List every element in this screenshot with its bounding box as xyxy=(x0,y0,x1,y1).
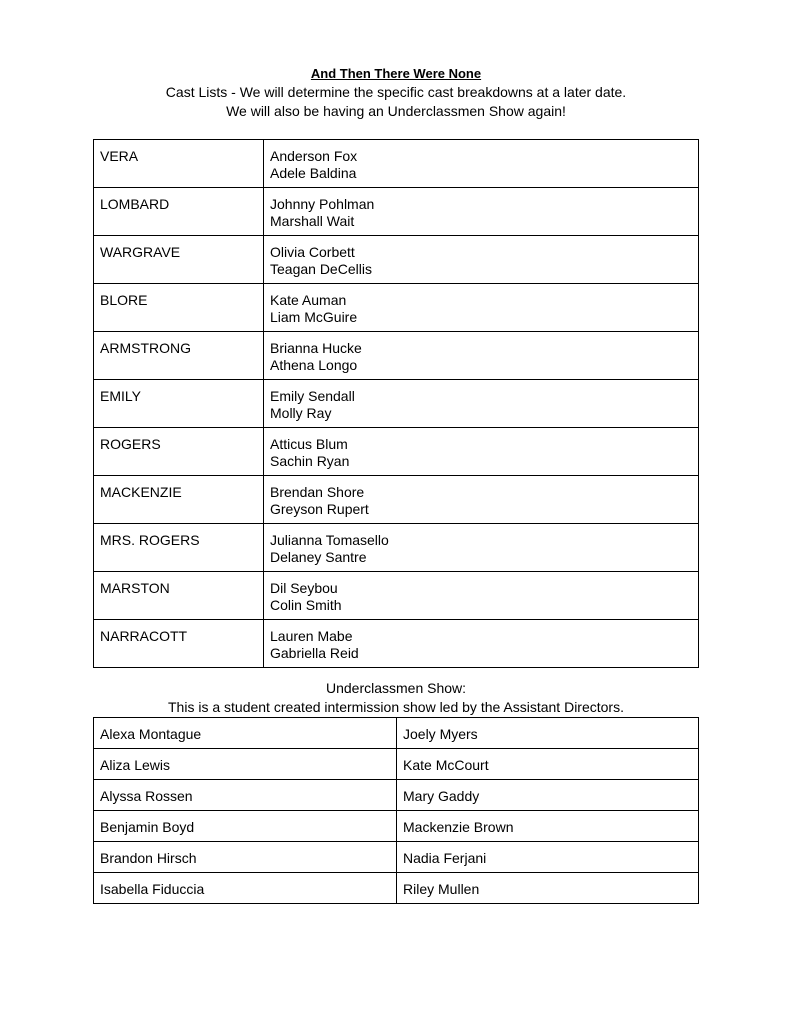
actor-name: Teagan DeCellis xyxy=(270,260,372,277)
role-cell: MACKENZIE xyxy=(94,476,264,524)
underclassmen-description: This is a student created intermission show led by the Assistant Directors. xyxy=(168,699,624,715)
student-name: Aliza Lewis xyxy=(94,749,397,780)
role-cell: ARMSTRONG xyxy=(94,332,264,380)
actor-name: Marshall Wait xyxy=(270,212,355,229)
table-row xyxy=(94,476,699,524)
student-name: Mary Gaddy xyxy=(397,780,699,811)
actor-name: Sachin Ryan xyxy=(270,452,350,469)
role-cell: NARRACOTT xyxy=(94,620,264,668)
actor-name: Greyson Rupert xyxy=(270,500,369,517)
actors-cell xyxy=(264,140,699,188)
role-cell: VERA xyxy=(94,140,264,188)
actor-name: Delaney Santre xyxy=(270,548,367,565)
actors-cell xyxy=(264,476,699,524)
student-name: Brandon Hirsch xyxy=(94,842,397,873)
actors-cell xyxy=(264,284,699,332)
actor-name: Atticus Blum xyxy=(270,436,348,452)
actor-name: Johnny Pohlman xyxy=(270,196,375,212)
actors-cell xyxy=(264,188,699,236)
actor-name: Athena Longo xyxy=(270,356,358,373)
actor-name: Lauren Mabe xyxy=(270,628,353,644)
table-row xyxy=(94,842,699,873)
table-row xyxy=(94,332,699,380)
actor-name: Molly Ray xyxy=(270,404,332,421)
actor-name: Emily Sendall xyxy=(270,388,355,404)
role-cell: ROGERS xyxy=(94,428,264,476)
table-row xyxy=(94,380,699,428)
table-row xyxy=(94,780,699,811)
actor-name: Brianna Hucke xyxy=(270,340,362,356)
table-row xyxy=(94,140,699,188)
underclassmen-table xyxy=(93,717,699,904)
table-row xyxy=(94,873,699,904)
cast-table xyxy=(93,139,699,668)
actor-name: Adele Baldina xyxy=(270,164,357,181)
subtitle-line-1: Cast Lists - We will determine the specific cast breakdowns at a later date. xyxy=(165,84,627,100)
role-cell: WARGRAVE xyxy=(94,236,264,284)
table-row xyxy=(94,284,699,332)
table-row xyxy=(94,620,699,668)
actor-name: Liam McGuire xyxy=(270,308,358,325)
student-name: Isabella Fiduccia xyxy=(94,873,397,904)
role-cell: MARSTON xyxy=(94,572,264,620)
actors-cell xyxy=(264,620,699,668)
role-cell: EMILY xyxy=(94,380,264,428)
table-row xyxy=(94,572,699,620)
actor-name: Olivia Corbett xyxy=(270,244,355,260)
table-row xyxy=(94,428,699,476)
role-cell: BLORE xyxy=(94,284,264,332)
actor-name: Brendan Shore xyxy=(270,484,365,500)
actor-name: Julianna Tomasello xyxy=(270,532,389,548)
student-name: Nadia Ferjani xyxy=(397,842,699,873)
actors-cell xyxy=(264,236,699,284)
student-name: Alexa Montague xyxy=(94,718,397,749)
actor-name: Gabriella Reid xyxy=(270,644,359,661)
actors-cell xyxy=(264,332,699,380)
actor-name: Dil Seybou xyxy=(270,580,338,596)
underclassmen-heading: Underclassmen Show: xyxy=(325,680,467,696)
actors-cell xyxy=(264,428,699,476)
document-title: And Then There Were None xyxy=(310,66,482,81)
actor-name: Kate Auman xyxy=(270,292,347,308)
student-name: Mackenzie Brown xyxy=(397,811,699,842)
subtitle-line-2: We will also be having an Underclassmen Show again! xyxy=(226,103,566,119)
student-name: Benjamin Boyd xyxy=(94,811,397,842)
actor-name: Anderson Fox xyxy=(270,148,358,164)
table-row xyxy=(94,236,699,284)
student-name: Joely Myers xyxy=(397,718,699,749)
table-row xyxy=(94,188,699,236)
student-name: Alyssa Rossen xyxy=(94,780,397,811)
table-row xyxy=(94,524,699,572)
student-name: Kate McCourt xyxy=(397,749,699,780)
actor-name: Colin Smith xyxy=(270,596,342,613)
role-cell: MRS. ROGERS xyxy=(94,524,264,572)
actors-cell xyxy=(264,524,699,572)
actors-cell xyxy=(264,380,699,428)
role-cell: LOMBARD xyxy=(94,188,264,236)
table-row xyxy=(94,718,699,749)
actors-cell xyxy=(264,572,699,620)
table-row xyxy=(94,749,699,780)
table-row xyxy=(94,811,699,842)
student-name: Riley Mullen xyxy=(397,873,699,904)
